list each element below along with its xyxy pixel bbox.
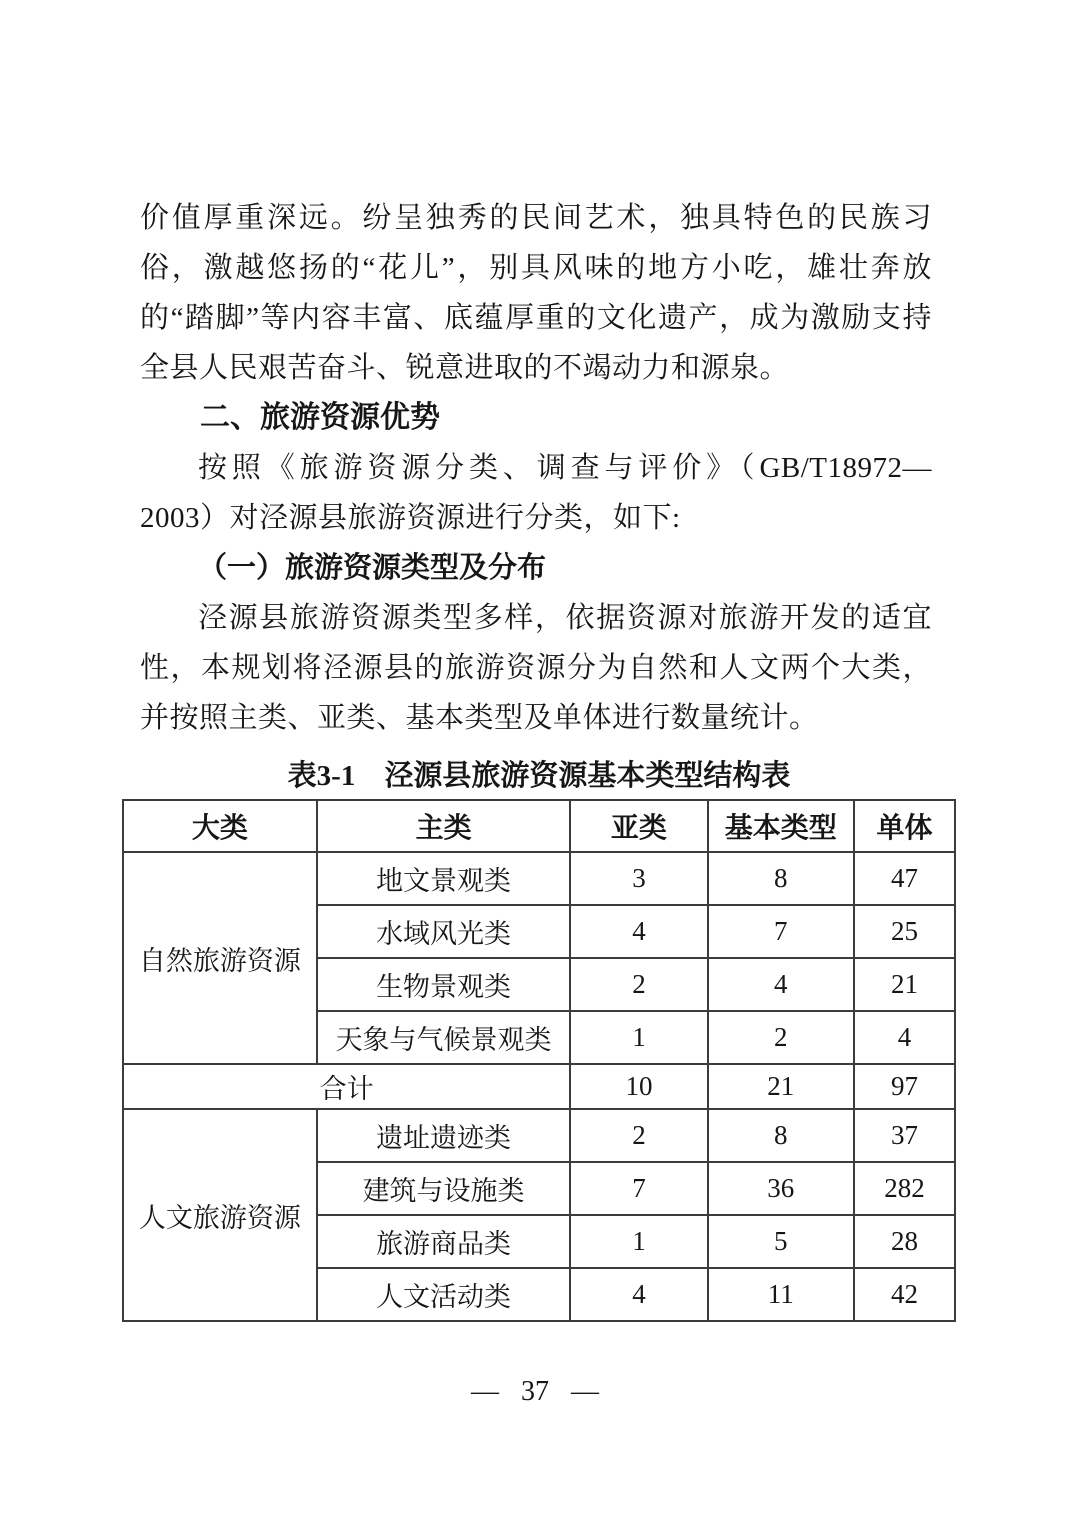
section-heading: 二、旅游资源优势 bbox=[200, 401, 440, 434]
header-major-class: 大类 bbox=[123, 800, 317, 852]
body-text bbox=[140, 193, 932, 1322]
subclass-count-cell: 7 bbox=[570, 1162, 707, 1215]
basic-type-count-cell: 7 bbox=[708, 905, 854, 958]
basic-type-count-cell: 5 bbox=[708, 1215, 854, 1268]
page-footer bbox=[0, 1368, 1070, 1416]
basic-type-count-cell: 8 bbox=[708, 852, 854, 905]
main-class-cell: 建筑与设施类 bbox=[317, 1162, 570, 1215]
main-class-cell: 人文活动类 bbox=[317, 1268, 570, 1321]
main-class-cell: 天象与气候景观类 bbox=[317, 1011, 570, 1064]
subclass-count-cell: 3 bbox=[570, 852, 707, 905]
unit-count-cell: 37 bbox=[854, 1109, 955, 1162]
table-header-row bbox=[123, 800, 955, 852]
unit-count-cell: 282 bbox=[854, 1162, 955, 1215]
subtotal-label-cell: 合计 bbox=[123, 1064, 570, 1109]
subtotal-row bbox=[123, 1064, 955, 1109]
basic-type-count-cell: 11 bbox=[708, 1268, 854, 1321]
unit-count-cell: 4 bbox=[854, 1011, 955, 1064]
natural-category-cell: 自然旅游资源 bbox=[123, 852, 317, 1064]
unit-count-cell: 47 bbox=[854, 852, 955, 905]
unit-count-cell: 25 bbox=[854, 905, 955, 958]
main-class-cell: 遗址遗迹类 bbox=[317, 1109, 570, 1162]
table-caption: 表3-1 泾源县旅游资源基本类型结构表 bbox=[287, 760, 791, 792]
basic-type-count-cell: 8 bbox=[708, 1109, 854, 1162]
human-category-cell: 人文旅游资源 bbox=[123, 1109, 317, 1321]
subclass-count-cell: 4 bbox=[570, 1268, 707, 1321]
header-basic-type: 基本类型 bbox=[708, 800, 854, 852]
header-unit-count: 单体 bbox=[854, 800, 955, 852]
unit-count-cell: 21 bbox=[854, 958, 955, 1011]
continuation-paragraph: 价值厚重深远。纷呈独秀的民间艺术，独具特色的民族习俗，激越悠扬的“花儿”，别具风味的地方小吃，雄壮奔放的“踏脚”等内容丰富、底蕴厚重的文化遗产，成为激励支持全县人民艰苦奋斗、锐意进取的不竭动力和源泉。 bbox=[140, 202, 932, 384]
basic-type-count-cell: 36 bbox=[708, 1162, 854, 1215]
subclass-count-cell: 1 bbox=[570, 1011, 707, 1064]
subclass-count-cell: 1 bbox=[570, 1215, 707, 1268]
resource-type-table bbox=[122, 799, 956, 1322]
subtotal-unit-cell: 97 bbox=[854, 1064, 955, 1109]
basic-type-count-cell: 2 bbox=[708, 1011, 854, 1064]
subsection-heading: （一）旅游资源类型及分布 bbox=[198, 552, 547, 584]
basic-type-count-cell: 4 bbox=[708, 958, 854, 1011]
table-row bbox=[123, 1109, 955, 1162]
header-main-class: 主类 bbox=[317, 800, 570, 852]
subclass-count-cell: 2 bbox=[570, 958, 707, 1011]
intro-paragraph: 按照《旅游资源分类、调查与评价》（GB/T18972—2003）对泾源县旅游资源进行分类，如下: bbox=[140, 452, 932, 534]
types-paragraph: 泾源县旅游资源类型多样，依据资源对旅游开发的适宜性，本规划将泾源县的旅游资源分为自然和人文两个大类，并按照主类、亚类、基本类型及单体进行数量统计。 bbox=[140, 602, 932, 734]
subclass-count-cell: 2 bbox=[570, 1109, 707, 1162]
subtotal-subclass-cell: 10 bbox=[570, 1064, 707, 1109]
main-class-cell: 生物景观类 bbox=[317, 958, 570, 1011]
unit-count-cell: 42 bbox=[854, 1268, 955, 1321]
main-class-cell: 旅游商品类 bbox=[317, 1215, 570, 1268]
page-number: 37 bbox=[521, 1376, 549, 1407]
main-class-cell: 地文景观类 bbox=[317, 852, 570, 905]
footer-dash-left: — bbox=[471, 1376, 499, 1407]
subtotal-basic-type-cell: 21 bbox=[708, 1064, 854, 1109]
main-class-cell: 水域风光类 bbox=[317, 905, 570, 958]
subclass-count-cell: 4 bbox=[570, 905, 707, 958]
footer-dash-right: — bbox=[571, 1376, 599, 1407]
unit-count-cell: 28 bbox=[854, 1215, 955, 1268]
table-row bbox=[123, 852, 955, 905]
header-subclass: 亚类 bbox=[570, 800, 707, 852]
